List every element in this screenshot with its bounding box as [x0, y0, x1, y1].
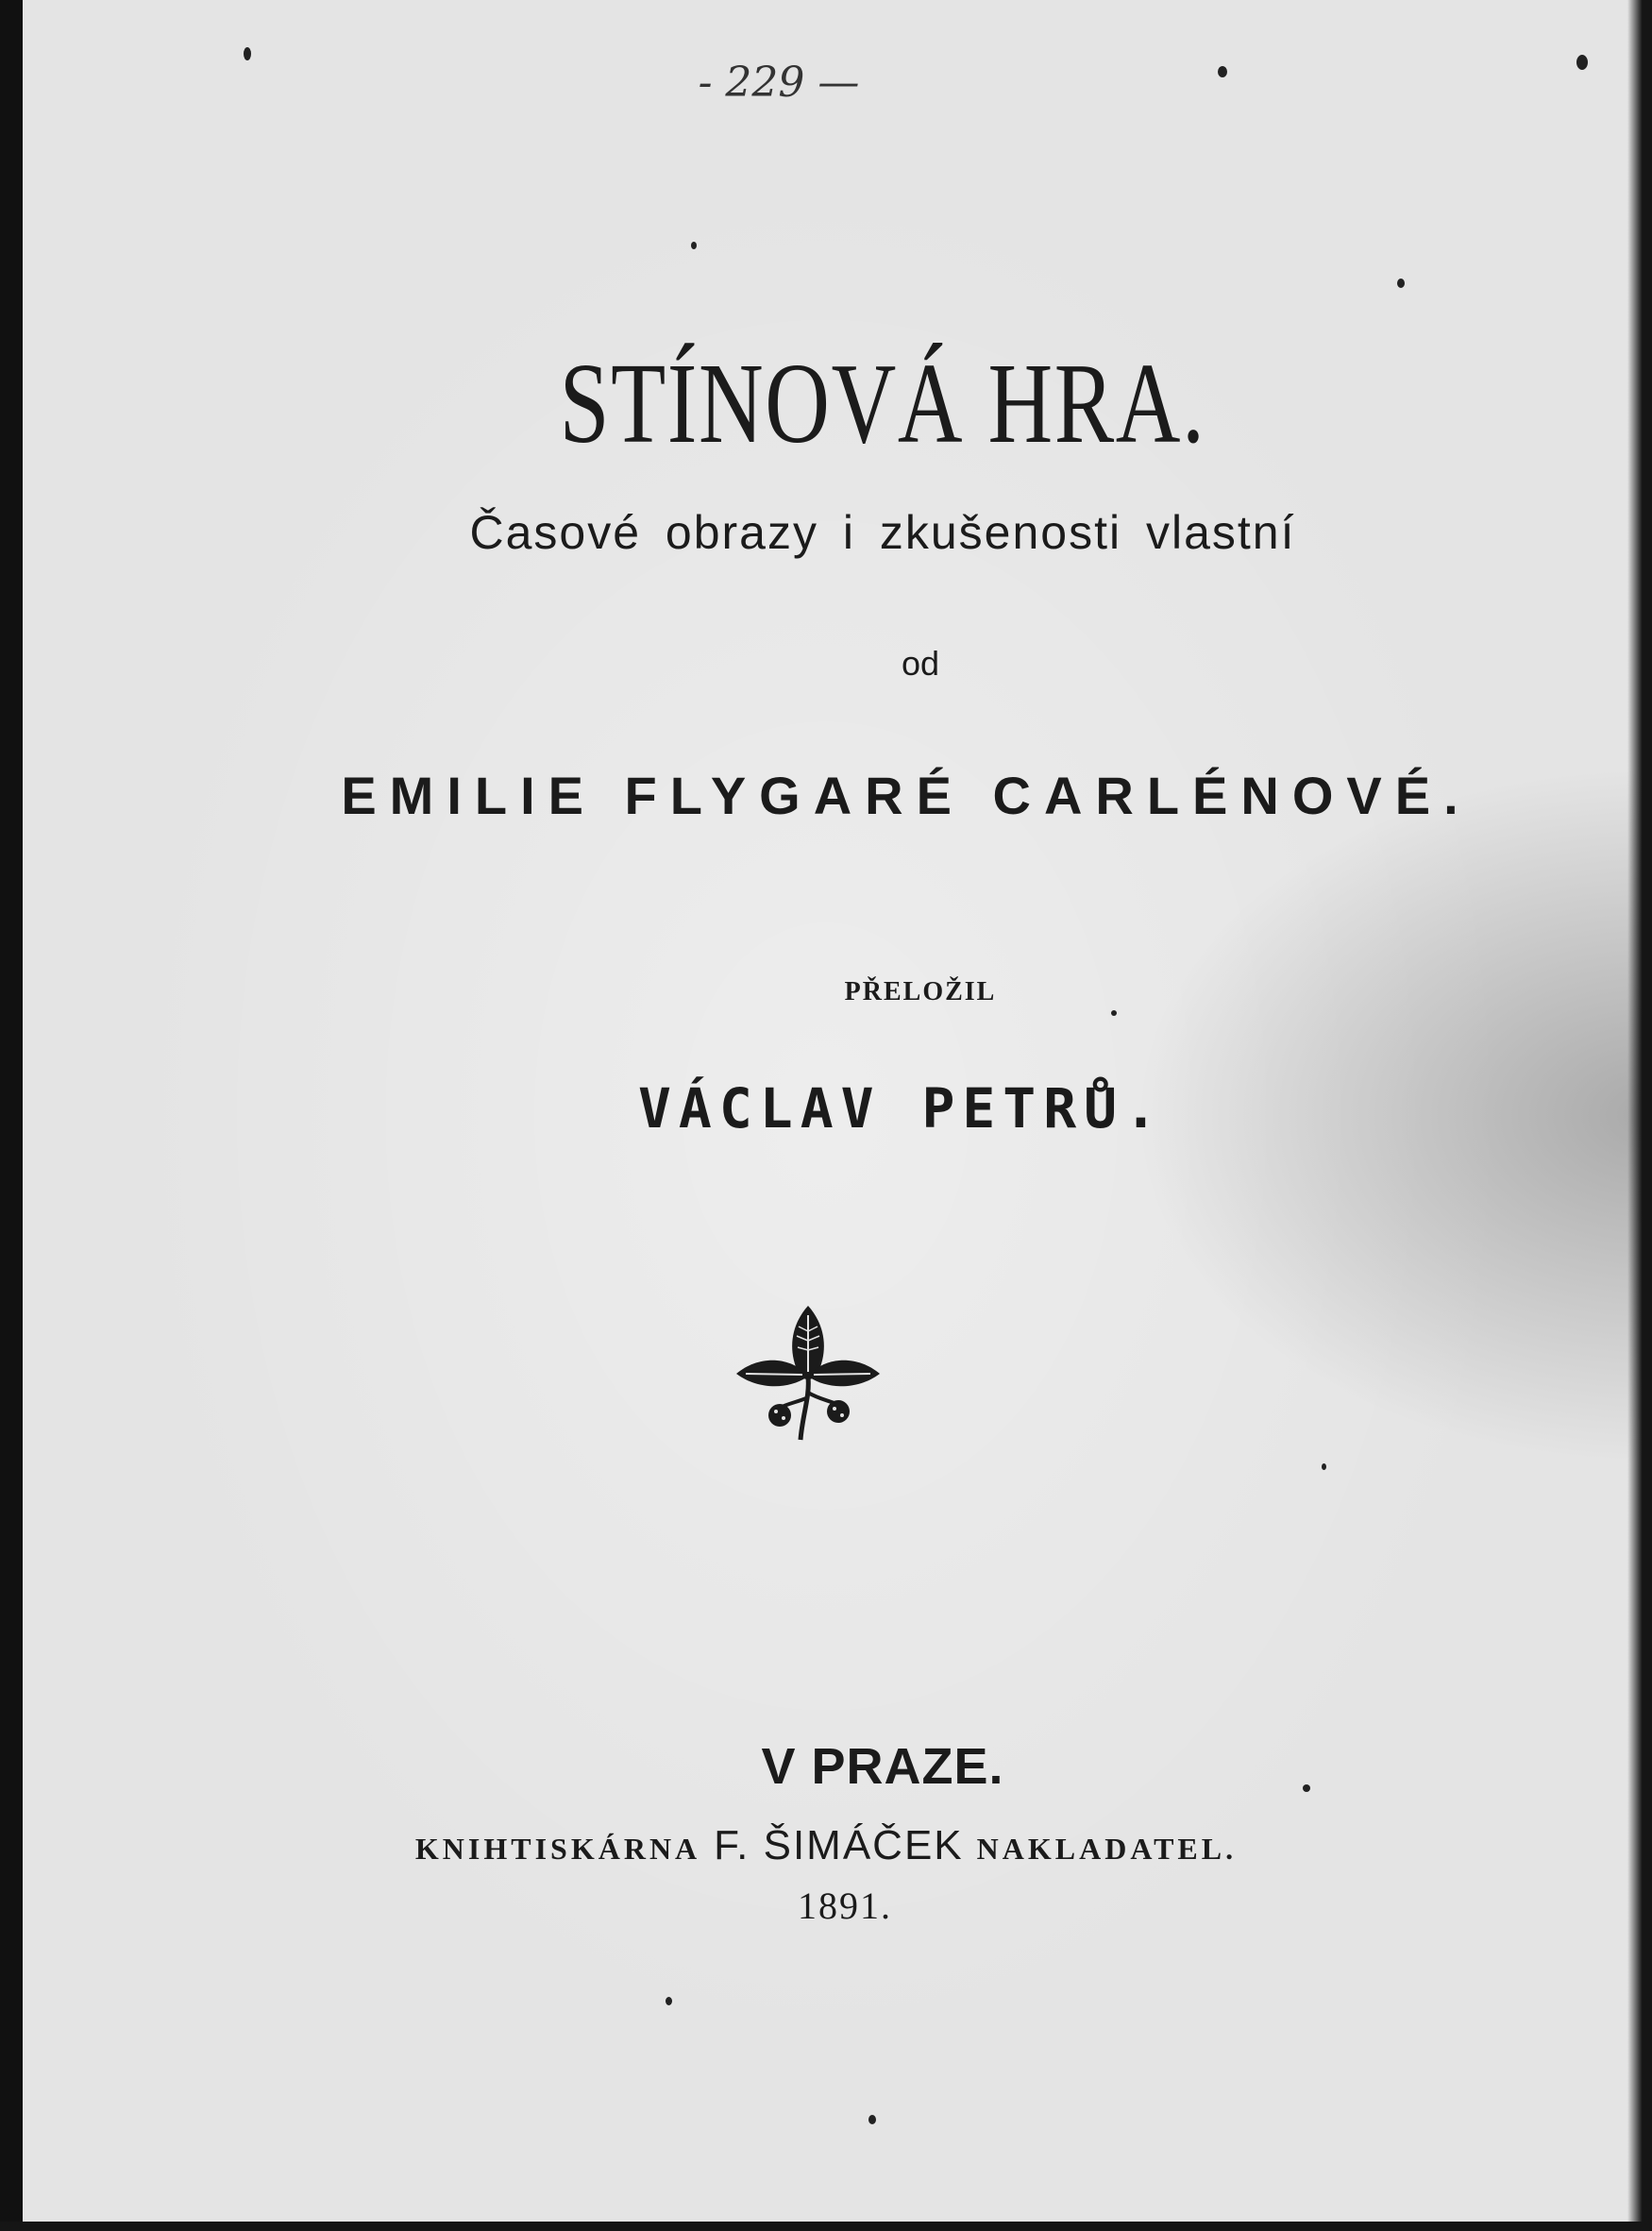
by-label: od: [901, 644, 940, 683]
speck: [1322, 1463, 1326, 1470]
scan-edge-bottom: [0, 2222, 1652, 2231]
publisher-name: F. ŠIMÁČEK: [714, 1822, 964, 1868]
speck: [1218, 66, 1227, 77]
translated-by-label: PŘELOŽIL: [844, 977, 997, 1006]
book-subtitle: Časové obrazy i zkušenosti vlastní: [469, 506, 1296, 559]
translator-name: VÁCLAV PETRŮ.: [638, 1076, 1165, 1141]
imprint-year: 1891.: [798, 1885, 892, 1927]
speck: [868, 2115, 876, 2124]
fleuron-icon: [733, 1298, 884, 1449]
speck: [666, 1997, 672, 2005]
page-number: - 229 —: [698, 59, 860, 107]
speck: [1111, 1010, 1117, 1016]
publisher-prefix: KNIHTISKÁRNA: [414, 1832, 701, 1866]
imprint-publisher: [0, 1822, 1652, 1869]
book-title: STÍNOVÁ HRA.: [559, 340, 1206, 467]
imprint-city: V PRAZE.: [761, 1738, 1004, 1795]
speck: [1397, 279, 1405, 288]
speck: [1576, 55, 1588, 70]
speck: [244, 47, 251, 60]
publisher-suffix: NAKLADATEL.: [976, 1832, 1238, 1866]
speck: [691, 242, 697, 249]
author-name: EMILIE FLYGARÉ CARLÉNOVÉ.: [341, 766, 1472, 825]
